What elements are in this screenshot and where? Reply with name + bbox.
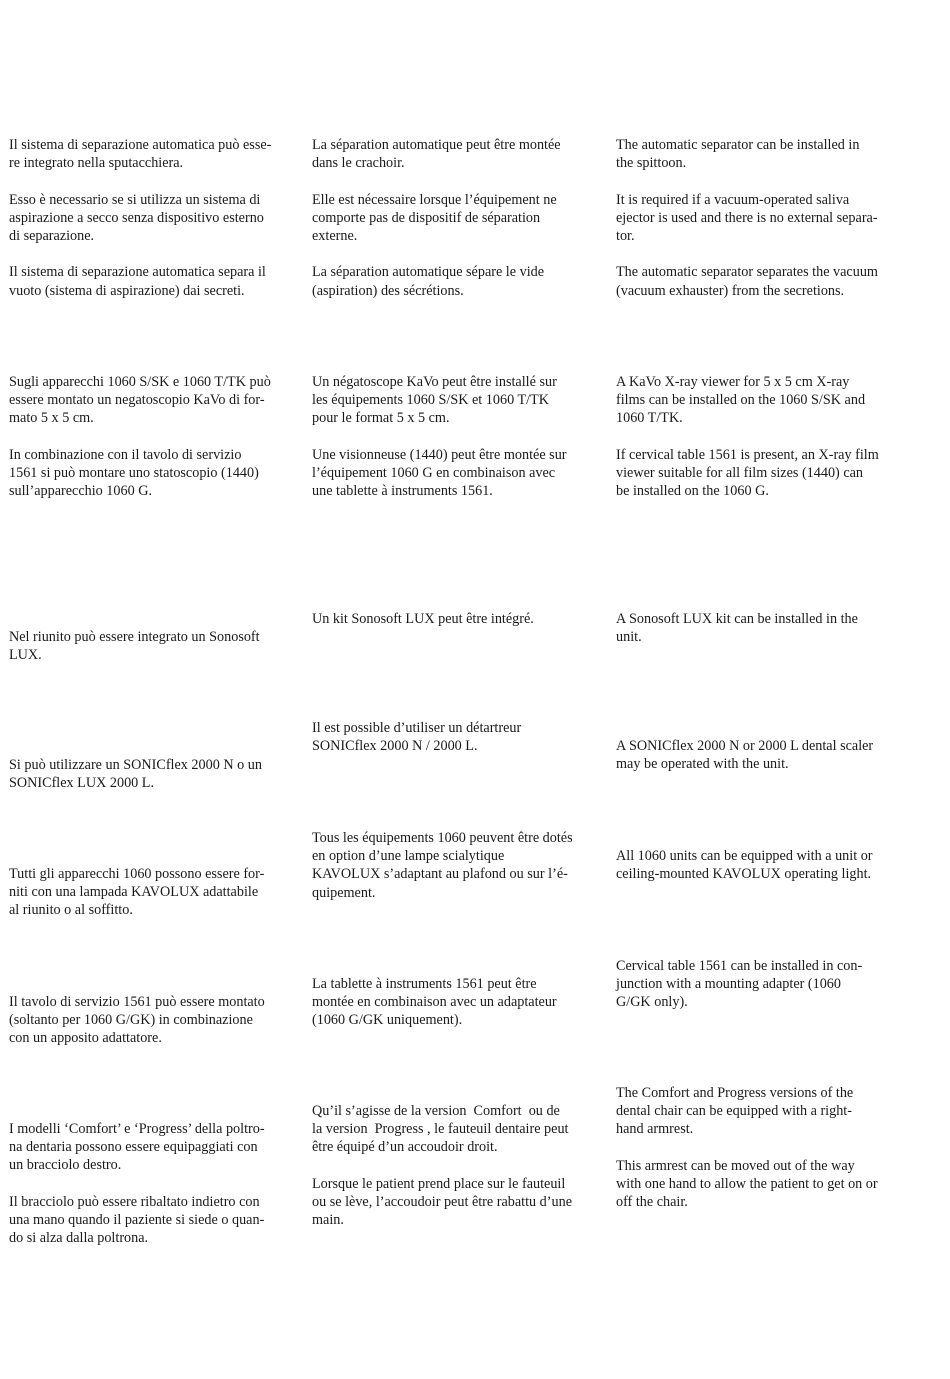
text-block-french-7 [312, 1102, 594, 1229]
text-line: Elle est nécessaire lorsque l’équipement ne [312, 191, 557, 208]
text-line: (vacuum exhauster) from the secretions. [616, 282, 845, 299]
text-block-italian-1 [9, 136, 294, 300]
text-line: In combinazione con il tavolo di servizio [9, 446, 242, 463]
text-line: It is required if a vacuum-operated saliva [616, 191, 850, 208]
text-block-english-4 [616, 737, 901, 773]
text-line: A KaVo X-ray viewer for 5 x 5 cm X-ray [616, 374, 850, 390]
text-line: con un apposito adattatore. [9, 1030, 162, 1047]
text-block-french-1 [312, 136, 594, 300]
text-line: LUX. [9, 647, 42, 664]
text-line: Il bracciolo può essere ribaltato indietro con [9, 1193, 260, 1210]
text-line: Il tavolo di servizio 1561 può essere montato [9, 994, 265, 1010]
text-line: Un kit Sonosoft LUX peut être intégré. [312, 611, 534, 627]
text-line: The Comfort and Progress versions of the [616, 1085, 854, 1101]
text-line: un bracciolo destro. [9, 1157, 122, 1174]
text-line: G/GK only). [616, 994, 688, 1011]
text-line: KAVOLUX s’adaptant au plafond ou sur l’é- [312, 866, 568, 883]
text-line: Un négatoscope KaVo peut être installé sur [312, 374, 557, 390]
text-line: Sugli apparecchi 1060 S/SK e 1060 T/TK può [9, 374, 271, 390]
paragraph-gap [9, 172, 294, 190]
text-line: dans le crachoir. [312, 155, 405, 172]
text-line: The automatic separator can be installed in [616, 137, 860, 153]
paragraph-gap [616, 428, 901, 446]
text-line: une tablette à instruments 1561. [312, 483, 493, 500]
text-block-italian-6 [9, 993, 294, 1048]
text-line: quipement. [312, 884, 376, 901]
text-block-english-5 [616, 847, 901, 883]
text-line: les équipements 1060 S/SK et 1060 T/TK [312, 392, 549, 409]
text-line: Il sistema di separazione automatica separa il [9, 264, 266, 281]
text-line: en option d’une lampe scialytique [312, 848, 505, 865]
text-line: La séparation automatique peut être montée [312, 137, 561, 153]
paragraph-gap [312, 1157, 594, 1175]
text-block-english-2 [616, 373, 901, 500]
text-line: ou se lève, l’accoudoir peut être rabattu d’une [312, 1194, 572, 1210]
text-line: be installed on the 1060 G. [616, 483, 769, 500]
text-line: SONICflex LUX 2000 L. [9, 775, 155, 792]
text-line: niti con una lampada KAVOLUX adattabile [9, 884, 259, 901]
text-line: off the chair. [616, 1194, 688, 1211]
text-line: na dentaria possono essere equipaggiati con [9, 1139, 258, 1156]
text-line: di separazione. [9, 228, 95, 244]
text-line: La tablette à instruments 1561 peut être [312, 976, 537, 992]
text-block-english-7 [616, 1084, 901, 1211]
text-line: Qu’il s’agisse de la version Comfort ou de [312, 1103, 560, 1119]
text-line: al riunito o al soffitto. [9, 902, 133, 919]
paragraph-gap [312, 428, 594, 446]
text-line: hand armrest. [616, 1121, 694, 1138]
text-line: comporte pas de dispositif de séparation [312, 209, 541, 226]
text-line: All 1060 units can be equipped with a unit or [616, 848, 873, 864]
text-line: La séparation automatique sépare le vide [312, 264, 545, 281]
text-line: montée en combinaison avec un adaptateur [312, 994, 557, 1011]
text-line: externe. [312, 228, 358, 244]
text-line: the spittoon. [616, 155, 687, 172]
text-block-french-4 [312, 719, 594, 755]
text-line: A SONICflex 2000 N or 2000 L dental scaler [616, 738, 874, 754]
text-line: una mano quando il paziente si siede o quan- [9, 1212, 265, 1228]
text-line: la version Progress , le fauteuil dentaire peut [312, 1121, 569, 1138]
text-line: films can be installed on the 1060 S/SK and [616, 392, 866, 409]
text-line: Il est possible d’utiliser un détartreur [312, 720, 522, 736]
text-line: viewer suitable for all film sizes (1440) can [616, 465, 864, 481]
text-line: Cervical table 1561 can be installed in con- [616, 958, 863, 974]
text-block-italian-2 [9, 373, 294, 500]
text-line: do si alza dalla poltrona. [9, 1230, 149, 1247]
text-block-italian-4 [9, 756, 294, 792]
text-block-french-2 [312, 373, 594, 500]
text-line: sull’apparecchio 1060 G. [9, 483, 153, 500]
text-line: Nel riunito può essere integrato un Sonosoft [9, 629, 260, 645]
paragraph-gap [9, 1175, 294, 1193]
text-line: aspirazione a secco senza dispositivo esterno [9, 209, 264, 226]
text-line: ejector is used and there is no external separa- [616, 209, 878, 226]
text-line: Tous les équipements 1060 peuvent être dotés [312, 830, 573, 846]
text-line: mato 5 x 5 cm. [9, 410, 94, 427]
text-line: Il sistema di separazione automatica può esse- [9, 137, 272, 153]
paragraph-gap [616, 245, 901, 263]
paragraph-gap [616, 172, 901, 190]
text-line: A Sonosoft LUX kit can be installed in the [616, 611, 858, 627]
text-line: (soltanto per 1060 G/GK) in combinazione [9, 1012, 253, 1029]
text-line: Lorsque le patient prend place sur le fauteuil [312, 1175, 566, 1192]
text-line: pour le format 5 x 5 cm. [312, 410, 450, 427]
paragraph-gap [312, 172, 594, 190]
text-line: ceiling-mounted KAVOLUX operating light. [616, 866, 872, 883]
text-block-french-6 [312, 975, 594, 1030]
text-line: The automatic separator separates the vacuum [616, 264, 878, 281]
text-line: l’équipement 1060 G en combinaison avec [312, 465, 556, 481]
paragraph-gap [616, 1139, 901, 1157]
text-line: main. [312, 1212, 344, 1229]
text-line: re integrato nella sputacchiera. [9, 155, 184, 172]
text-line: dental chair can be equipped with a right- [616, 1103, 852, 1120]
text-line: vuoto (sistema di aspirazione) dai secreti. [9, 282, 245, 299]
text-line: essere montato un negatoscopio KaVo di for- [9, 392, 265, 409]
text-line: may be operated with the unit. [616, 756, 789, 773]
text-block-english-6 [616, 957, 901, 1012]
text-line: 1060 T/TK. [616, 410, 683, 427]
text-block-french-5 [312, 829, 594, 902]
text-line: with one hand to allow the patient to get on or [616, 1176, 878, 1192]
text-line: tor. [616, 228, 635, 244]
text-line: Une visionneuse (1440) peut être montée sur [312, 446, 567, 463]
paragraph-gap [312, 245, 594, 263]
paragraph-gap [9, 428, 294, 446]
text-line: (1060 G/GK uniquement). [312, 1012, 463, 1029]
text-block-french-3 [312, 610, 594, 628]
text-block-italian-7 [9, 1120, 294, 1247]
text-line: This armrest can be moved out of the way [616, 1157, 855, 1174]
text-line: être équipé d’un accoudoir droit. [312, 1139, 498, 1156]
text-block-italian-5 [9, 865, 294, 920]
text-block-english-3 [616, 610, 901, 646]
text-line: junction with a mounting adapter (1060 [616, 976, 841, 993]
text-line: SONICflex 2000 N / 2000 L. [312, 738, 478, 755]
text-block-italian-3 [9, 628, 294, 664]
text-line: unit. [616, 629, 642, 646]
paragraph-gap [9, 245, 294, 263]
text-line: I modelli ‘Comfort’ e ‘Progress’ della poltro- [9, 1121, 265, 1137]
text-line: 1561 si può montare uno statoscopio (1440) [9, 465, 259, 481]
text-line: Esso è necessario se si utilizza un sistema di [9, 191, 261, 208]
text-line: Tutti gli apparecchi 1060 possono essere for- [9, 866, 265, 882]
text-line: (aspiration) des sécrétions. [312, 282, 464, 299]
text-line: Si può utilizzare un SONICflex 2000 N o un [9, 757, 262, 773]
text-block-english-1 [616, 136, 901, 300]
text-line: If cervical table 1561 is present, an X-ray film [616, 446, 879, 463]
